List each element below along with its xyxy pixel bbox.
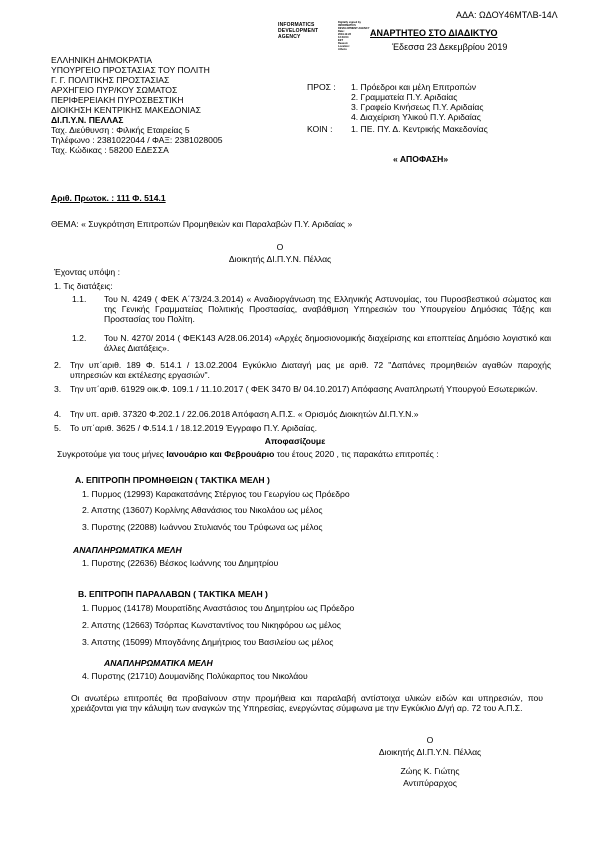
- compose-post: του έτους 2020 , τις παρακάτω επιτροπές :: [274, 449, 439, 459]
- section-a-title: Α. ΕΠΙΤΡΟΠΗ ΠΡΟΜΗΘΕΙΩΝ ( ΤΑΚΤΙΚΑ ΜΕΛΗ ): [75, 475, 270, 485]
- subject: ΘΕΜΑ: « Συγκρότηση Επιτροπών Προμηθειών και Παραλαβών Π.Υ. Αριδαίας »: [51, 219, 353, 229]
- header-block: [51, 55, 210, 125]
- item-2-text: Την υπ΄αριθ. 189 Φ. 514.1 / 13.02.2004 Εγκύκλιο Διαταγή μας με αριθ. 72 "Δαπάνες προμηθειών αγαθών παροχής υπηρεσιών και εκτέλεσης εργασιών".: [70, 360, 551, 380]
- item-3-number: 3.: [54, 384, 62, 394]
- decide-heading: Αποφασίζουμε: [264, 436, 326, 446]
- stamp-detail: Athens: [338, 48, 347, 51]
- item-4-text: Την υπ. αριθ. 37320 Φ.202.1 / 22.06.2018 Απόφαση Α.Π.Σ. « Ορισμός Διοικητών ΔΙ.Π.Υ.Ν.»: [70, 409, 419, 419]
- section-b-member: 1. Πυρμος (14178) Μουρατίδης Αναστάσιος του Δημητρίου ως Πρόεδρο: [82, 603, 355, 613]
- closing-paragraph: Οι ανωτέρω επιτροπές θα προβαίνουν στην προμήθεια και παραλαβή αντίστοιχα υλικών ειδών και υπηρεσιών, που χρειάζονται για την κάλυψη των αναγκών της Υπηρεσίας, ενεργώντας σύμφωνα με την Εγκύκλιο Δ/γή αρ. 72 του Α.Π.Σ.: [71, 693, 543, 713]
- contact-line: Τηλέφωνο : 2381022044 / ΦΑΞ: 2381028005: [51, 135, 223, 145]
- agency-name: ΔΙ.Π.Υ.Ν. ΠΕΛΛΑΣ: [51, 115, 124, 125]
- contact-line: Ταχ. Κώδικας : 58200 ΕΔΕΣΣΑ: [51, 145, 169, 155]
- header-line: ΕΛΛΗΝΙΚΗ ΔΗΜΟΚΡΑΤΙΑ: [51, 55, 152, 65]
- koin-value: 1. ΠΕ. ΠΥ. Δ. Κεντρικής Μακεδονίας: [351, 124, 488, 134]
- compose-months: Ιανουάριο και Φεβρουάριο: [166, 449, 275, 459]
- stamp-detail: Date:: [338, 30, 345, 33]
- stamp-line: DEVELOPMENT: [278, 28, 319, 34]
- recipient: 4. Διαχείριση Υλικού Π.Υ. Αριδαίας: [351, 112, 481, 122]
- contact-line: Ταχ. Διεύθυνση : Φιλικής Εταιρείας 5: [51, 125, 190, 135]
- header-line: ΑΡΧΗΓΕΙΟ ΠΥΡ/ΚΟΥ ΣΩΜΑΤΟΣ: [51, 85, 178, 95]
- stamp-line: INFORMATICS: [278, 22, 315, 28]
- item-1-2-number: 1.2.: [72, 333, 87, 343]
- recipient: 2. Γραμματεία Π.Υ. Αριδαίας: [351, 92, 458, 102]
- stamp-detail: 12:49:04: [338, 36, 349, 39]
- item-2-number: 2.: [54, 360, 62, 370]
- item-5-number: 5.: [54, 423, 62, 433]
- header-line: ΔΙΟΙΚΗΣΗ ΚΕΝΤΡΙΚΗΣ ΜΑΚΕΔΟΝΙΑΣ: [51, 105, 201, 115]
- signature-rank: Αντιπύραρχος: [403, 778, 457, 788]
- stamp-detail: Reason:: [338, 42, 349, 45]
- item-1-1-text: Του Ν. 4249 ( ΦΕΚ Α΄73/24.3.2014) « Αναδιοργάνωση της Ελληνικής Αστυνομίας, του Πυροσβεστικού σώματος και της Γενικής Γραμματείας Πολιτικής Προστασίας, αναβάθμιση Υπηρεσιών του Υπουργείου Δημόσιας Τάξης και Προστασίας του Πολίτη.: [104, 294, 551, 324]
- stamp-detail: 2019.12.23: [338, 33, 351, 36]
- section-b-alternates-title: ΑΝΑΠΛΗΡΩΜΑΤΙΚΑ ΜΕΛΗ: [104, 658, 213, 668]
- ada-code: ΑΔΑ: ΩΔΟΥ46ΜΤΛΒ-14Λ: [456, 10, 558, 20]
- stamp-detail: INFORMATICS: [338, 24, 356, 27]
- section-a-alternate: 1. Πυρστης (22636) Βέσκος Ιωάννης του Δημητρίου: [82, 558, 279, 568]
- compose-sentence: [57, 449, 439, 459]
- stamp-detail: Digitally signed by: [338, 21, 361, 24]
- header-line: ΥΠΟΥΡΓΕΙΟ ΠΡΟΣΤΑΣΙΑΣ ΤΟΥ ΠΟΛΙΤΗ: [51, 65, 210, 75]
- koin-label: ΚΟΙΝ :: [307, 124, 333, 134]
- section-b-member: 3. Απστης (15099) Μπογδάνης Δημήτριος του Βασιλείου ως μέλος: [82, 637, 334, 647]
- section-a-member: 3. Πυρστης (22088) Ιωάννου Στυλιανός του Τρύφωνα ως μέλος: [82, 522, 323, 532]
- item-5-text: Το υπ΄αριθ. 3625 / Φ.514.1 / 18.12.2019 Έγγραφο Π.Υ. Αριδαίας.: [70, 423, 318, 433]
- item-1-2-text: Του Ν. 4270/ 2014 ( ΦΕΚ143 Α/28.06.2014) «Αρχές δημοσιονομικής διαχείρισης και εποπτείας Δημόσιο λογιστικό και άλλες Διατάξεις».: [104, 333, 551, 353]
- item-1-title: 1. Τις διατάξεις:: [54, 281, 113, 291]
- signature-name: Ζώης Κ. Γιώτης: [400, 766, 460, 776]
- recipient: 1. Πρόεδροι και μέλη Επιτροπών: [351, 82, 477, 92]
- stamp-detail: EET: [338, 39, 344, 42]
- stamp-detail: Location:: [338, 45, 350, 48]
- item-3-text: Την υπ΄αριθ. 61929 οικ.Φ. 109.1 / 11.10.2017 ( ΦΕΚ 3470 Β/ 04.10.2017) Απόφασης Αναπληρωτή Υπουργού Εσωτερικών.: [70, 384, 538, 394]
- recipient: 3. Γραφείο Κινήσεως Π.Υ. Αριδαίας: [351, 102, 484, 112]
- signature-o: Ο: [426, 735, 434, 745]
- section-a-alternates-title: ΑΝΑΠΛΗΡΩΜΑΤΙΚΑ ΜΕΛΗ: [73, 545, 182, 555]
- pros-label: ΠΡΟΣ :: [307, 82, 336, 92]
- o-line: Ο: [276, 242, 284, 252]
- section-b-member: 2. Απστης (12663) Τσόρπας Κωνσταντίνος του Νικηφόρου ως μέλος: [82, 620, 341, 630]
- compose-pre: Συγκροτούμε για τους μήνες: [57, 449, 167, 459]
- commander-title: Διοικητής ΔΙ.Π.Υ.Ν. Πέλλας: [228, 254, 332, 264]
- signature-stamp-label: [278, 22, 318, 40]
- decision-label: « ΑΠΟΦΑΣΗ»: [393, 154, 449, 164]
- section-a-member: 1. Πυρμος (12993) Καρακατσάνης Στέργιος του Γεωργίου ως Πρόεδρο: [82, 489, 350, 499]
- section-b-title: Β. ΕΠΙΤΡΟΠΗ ΠΑΡΑΛΑΒΩΝ ( ΤΑΚΤΙΚΑ ΜΕΛΗ ): [78, 589, 268, 599]
- recipients-list: [351, 82, 484, 122]
- section-b-alternate: 4. Πυρστης (21710) Δουμανίδης Πολύκαρπος του Νικολάου: [82, 671, 308, 681]
- header-line: ΠΕΡΙΦΕΡΕΙΑΚΗ ΠΥΡΟΣΒΕΣΤΙΚΗ: [51, 95, 184, 105]
- place-date: Έδεσσα 23 Δεκεμβρίου 2019: [392, 42, 508, 52]
- section-a-member: 2. Απστης (13607) Κορλίνης Αθανάσιος του Νικολάου ως μέλος: [82, 505, 323, 515]
- item-1-1-number: 1.1.: [72, 294, 87, 304]
- protocol-number: Αριθ. Πρωτοκ. : 111 Φ. 514.1: [51, 193, 166, 203]
- contact-block: [51, 125, 223, 155]
- signature-stamp-details: [338, 21, 369, 51]
- item-4-number: 4.: [54, 409, 62, 419]
- having-in-mind: Έχοντας υπόψη :: [54, 267, 120, 277]
- stamp-line: AGENCY: [278, 34, 301, 40]
- header-line: Γ. Γ. ΠΟΛΙΤΙΚΗΣ ΠΡΟΣΤΑΣΙΑΣ: [51, 75, 170, 85]
- signature-title: Διοικητής ΔΙ.Π.Υ.Ν. Πέλλας: [378, 747, 482, 757]
- posted-title: ΑΝΑΡΤΗΤΕΟ ΣΤΟ ΔΙΑΔΙΚΤΥΟ: [370, 28, 498, 38]
- stamp-detail: DEVELOPMENT AGENCY: [338, 27, 370, 30]
